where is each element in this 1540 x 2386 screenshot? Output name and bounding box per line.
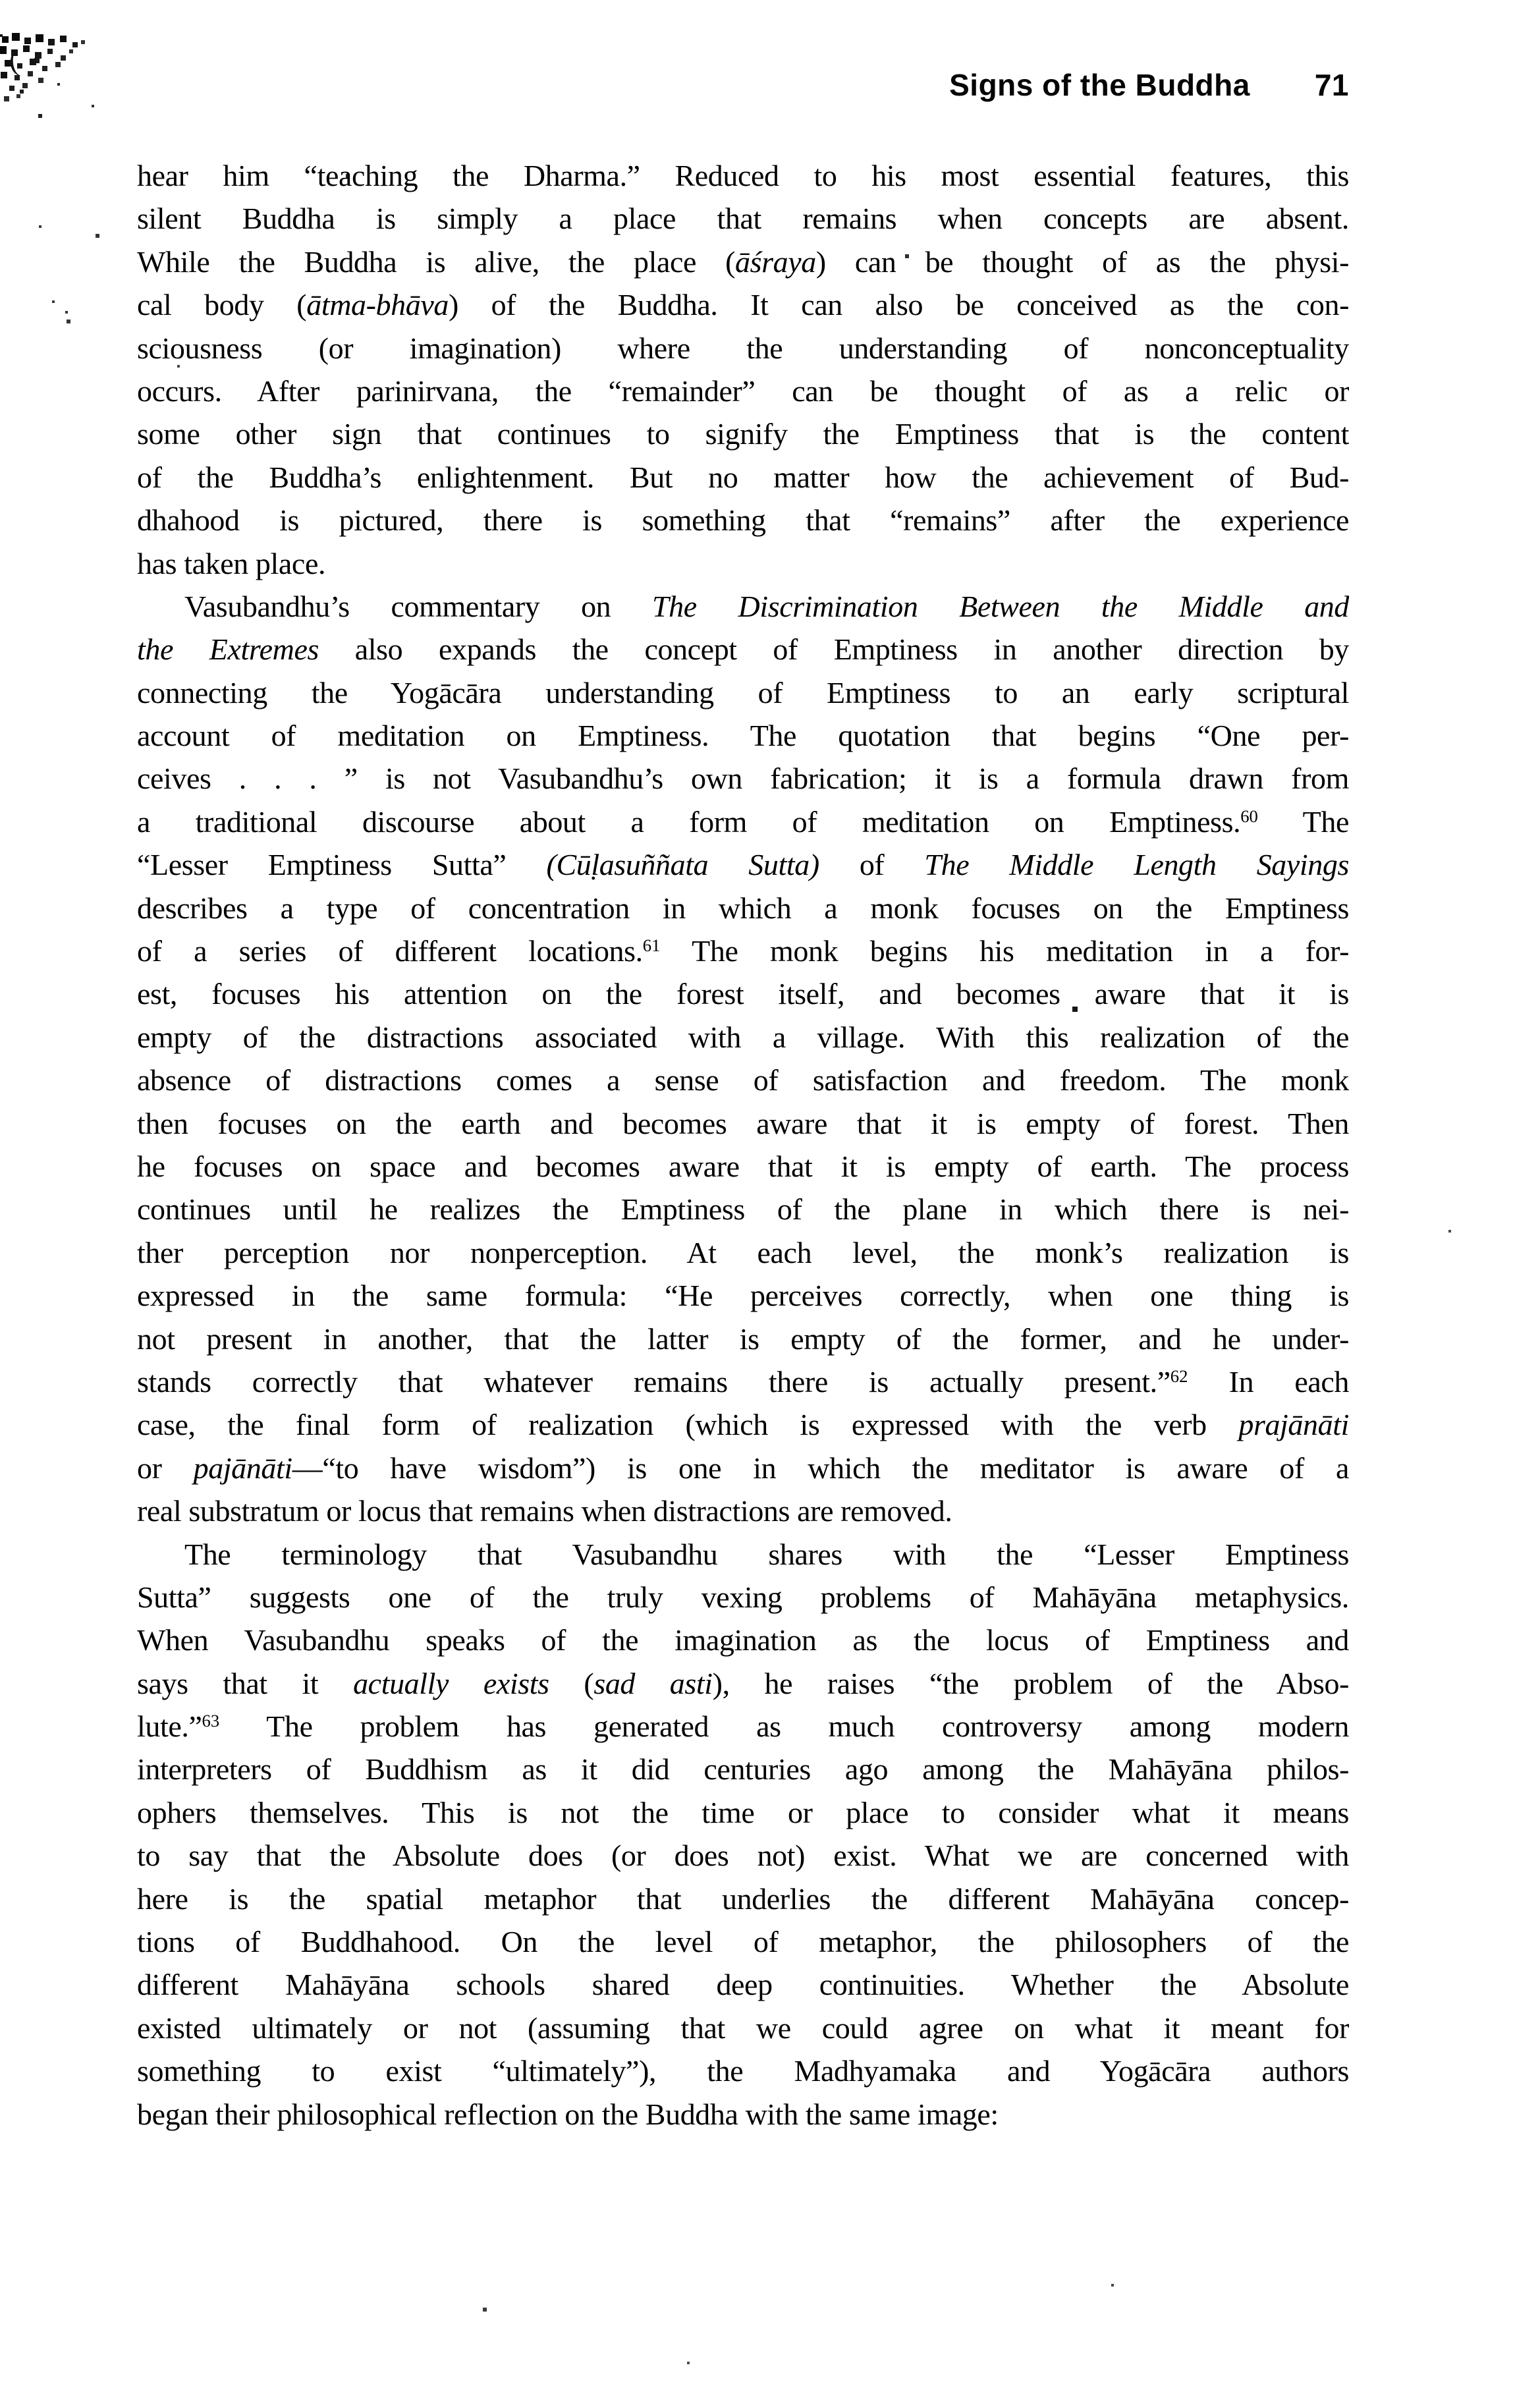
text-line: existed ultimately or not (assuming that we could agree on what it meant for bbox=[137, 2011, 1349, 2045]
text-line: or pajānāti—“to have wisdom”) is one in which the meditator is aware of a bbox=[137, 1451, 1349, 1485]
text-line: Sutta” suggests one of the truly vexing problems of Mahāyāna metaphysics. bbox=[137, 1580, 1349, 1614]
text-line: here is the spatial metaphor that underlies the different Mahāyāna concep- bbox=[137, 1881, 1349, 1916]
text-block bbox=[137, 154, 1349, 2136]
text-line: est, focuses his attention on the forest itself, and becomes aware that it is bbox=[137, 977, 1349, 1011]
text-line: empty of the distractions associated with a village. With this realization of the bbox=[137, 1020, 1349, 1054]
text-line: says that it actually exists (sad asti), he raises “the problem of the Abso- bbox=[137, 1666, 1349, 1700]
text-line: silent Buddha is simply a place that remains when concepts are absent. bbox=[137, 202, 1349, 236]
text-line: cal body (ātma-bhāva) of the Buddha. It can also be conceived as the con- bbox=[137, 288, 1349, 322]
text-line: While the Buddha is alive, the place (āśraya) can be thought of as the physi- bbox=[137, 244, 1349, 279]
text-line: expressed in the same formula: “He perceives correctly, when one thing is bbox=[137, 1279, 1349, 1313]
running-head-title: Signs of the Buddha bbox=[949, 68, 1250, 102]
text-line: has taken place. bbox=[137, 546, 326, 580]
text-line: Vasubandhu’s commentary on The Discrimination Between the Middle and bbox=[184, 589, 1349, 623]
text-line: real substratum or locus that remains when distractions are removed. bbox=[137, 1494, 952, 1528]
text-line: “Lesser Emptiness Sutta” (Cūḷasuññata Sutta) of The Middle Length Sayings bbox=[137, 848, 1349, 882]
scan-artifact-curl bbox=[9, 49, 25, 77]
running-head bbox=[137, 67, 1349, 103]
text-line: to say that the Absolute does (or does not) exist. What we are concerned with bbox=[137, 1839, 1349, 1873]
text-line: something to exist “ultimately”), the Madhyamaka and Yogācāra authors bbox=[137, 2054, 1349, 2088]
text-line: different Mahāyāna schools shared deep continuities. Whether the Absolute bbox=[137, 1968, 1349, 2002]
text-line: account of meditation on Emptiness. The quotation that begins “One per- bbox=[137, 719, 1349, 753]
text-line: of a series of different locations.$^{61}$ The monk begins his meditation in a for- bbox=[137, 934, 1349, 968]
text-line: not present in another, that the latter is empty of the former, and he under- bbox=[137, 1321, 1349, 1356]
text-line: case, the final form of realization (which is expressed with the verb prajānāti bbox=[137, 1408, 1349, 1442]
text-line: of the Buddha’s enlightenment. But no matter how the achievement of Bud- bbox=[137, 460, 1349, 494]
scan-artifact-corner bbox=[0, 34, 3, 37]
text-line: connecting the Yogācāra understanding of Emptiness to an early scriptural bbox=[137, 675, 1349, 709]
text-line: the Extremes also expands the concept of Emptiness in another direction by bbox=[137, 632, 1349, 667]
text-line: The terminology that Vasubandhu shares with the “Lesser Emptiness bbox=[184, 1537, 1349, 1571]
text-line: tions of Buddhahood. On the level of metaphor, the philosophers of the bbox=[137, 1925, 1349, 1959]
text-line: occurs. After parinirvana, the “remainder” can be thought of as a relic or bbox=[137, 374, 1349, 408]
text-line: hear him “teaching the Dharma.” Reduced to his most essential features, this bbox=[137, 159, 1349, 192]
text-line: sciousness (or imagination) where the understanding of nonconceptuality bbox=[137, 331, 1349, 365]
text-line: When Vasubandhu speaks of the imagination as the locus of Emptiness and bbox=[137, 1623, 1349, 1657]
text-line: dhahood is pictured, there is something that “remains” after the experience bbox=[137, 503, 1349, 538]
text-line: lute.”$^{63}$ The problem has generated as much controversy among modern bbox=[137, 1709, 1349, 1744]
text-line: describes a type of concentration in which a monk focuses on the Emptiness bbox=[137, 891, 1349, 925]
text-line: absence of distractions comes a sense of satisfaction and freedom. The monk bbox=[137, 1063, 1349, 1097]
page-number: 71 bbox=[1314, 68, 1349, 102]
text-line: began their philosophical reflection on the Buddha with the same image: bbox=[137, 2097, 999, 2131]
text-line: he focuses on space and becomes aware that it is empty of earth. The process bbox=[137, 1149, 1349, 1183]
scan-specks bbox=[0, 0, 1, 1]
text-line: continues until he realizes the Emptiness of the plane in which there is nei- bbox=[137, 1192, 1349, 1227]
text-line: stands correctly that whatever remains there is actually present.”$^{62}$ In each bbox=[137, 1364, 1349, 1399]
text-line: then focuses on the earth and becomes aware that it is empty of forest. Then bbox=[137, 1106, 1349, 1140]
text-line: ophers themselves. This is not the time or place to consider what it means bbox=[137, 1795, 1349, 1829]
text-line: a traditional discourse about a form of meditation on Emptiness.$^{60}$ The bbox=[137, 804, 1349, 839]
text-line: ceives . . . ” is not Vasubandhu’s own fabrication; it is a formula drawn from bbox=[137, 762, 1349, 796]
text-line: interpreters of Buddhism as it did centuries ago among the Mahāyāna philos- bbox=[137, 1752, 1349, 1787]
text-line: ther perception nor nonperception. At each level, the monk’s realization is bbox=[137, 1235, 1349, 1269]
text-line: some other sign that continues to signify the Emptiness that is the content bbox=[137, 417, 1349, 451]
